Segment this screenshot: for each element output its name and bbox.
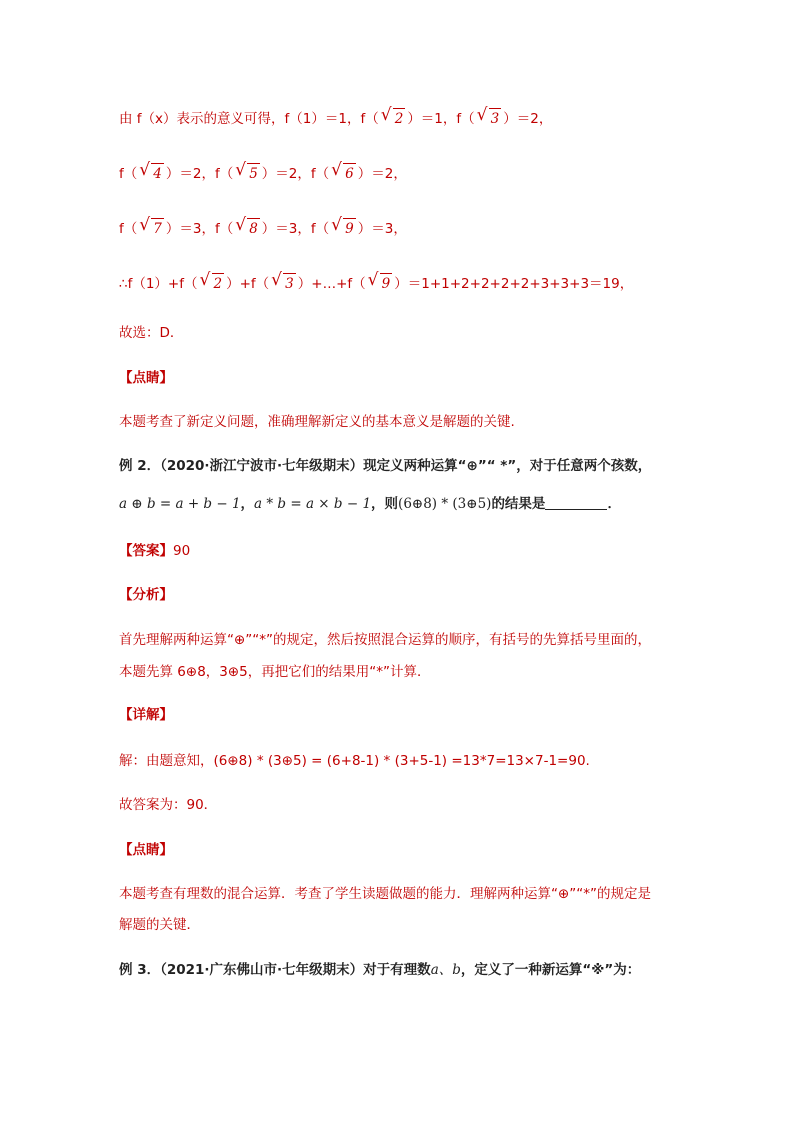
sqrt-9: √ 9 bbox=[331, 215, 354, 237]
sqrt-4: √ 4 bbox=[139, 160, 162, 182]
tag-analysis: 【分析】 bbox=[119, 587, 173, 603]
sqrt-3: √ 3 bbox=[476, 105, 500, 127]
sqrt-2b: √ 2 bbox=[199, 270, 223, 292]
line-f-values-3: f（ √ 7 ）＝3，f（ √ 8 ）＝3，f（ √ 9 ）＝3， bbox=[119, 215, 407, 237]
sqrt-6: √ 6 bbox=[331, 160, 354, 182]
example-3-title: 例 3．（2021·广东佛山市·七年级期末）对于有理数a、b，定义了一种新运算“※”为： bbox=[119, 962, 641, 978]
analysis-text-1: 首先理解两种运算“⊕”“*”的规定，然后按照混合运算的顺序，有括号的先算括号里面的， bbox=[119, 632, 652, 648]
sqrt-7: √ 7 bbox=[139, 215, 162, 237]
line-f-values-2: f（ √ 4 ）＝2，f（ √ 5 ）＝2，f（ √ 6 ）＝2， bbox=[119, 160, 407, 182]
sqrt-2: √ 2 bbox=[380, 105, 404, 127]
tag-answer: 【答案】 bbox=[119, 543, 173, 559]
answer-blank bbox=[545, 493, 607, 510]
dianjing-2-text-a: 本题考查有理数的混合运算．考查了学生读题做题的能力．理解两种运算“⊕”“*”的规定是 bbox=[119, 886, 652, 902]
tag-detail: 【详解】 bbox=[119, 707, 173, 723]
analysis-text-2: 本题先算 6⊕8，3⊕5，再把它们的结果用“*”计算． bbox=[119, 664, 431, 680]
detail-text-1: 解：由题意知，(6⊕8) * (3⊕5) = (6+8-1) * (3+5-1) =13*7=13×7-1=90. bbox=[119, 753, 590, 769]
sqrt-5: √ 5 bbox=[235, 160, 258, 182]
line-sum: ∴f（1）+f（ √ 2 ）+f（ √ 3 ）+…+f（ √ 9 ）＝1+1+2+2+2+2+3+3+3＝19， bbox=[119, 270, 634, 292]
tag-dianjing-2: 【点睛】 bbox=[119, 842, 173, 858]
detail-text-2: 故答案为：90． bbox=[119, 797, 218, 813]
example-2-title: 例 2．（2020·浙江宁波市·七年级期末）现定义两种运算“⊕”“ *”，对于任意两个孩数， bbox=[119, 458, 652, 474]
choice-line: 故选：D． bbox=[119, 325, 184, 341]
line-f-values-1: 由 f（x）表示的意义可得，f（1）＝1，f（ √ 2 ）＝1，f（ √ 3 ）＝2， bbox=[119, 105, 553, 127]
answer-value: 90 bbox=[173, 543, 191, 559]
example-2-formula: a ⊕ b = a + b − 1，a * b = a × b − 1，则(6⊕8) * (3⊕5)的结果是 ． bbox=[119, 493, 621, 514]
sqrt-3b: √ 3 bbox=[271, 270, 294, 292]
dianjing-1-text: 本题考查了新定义问题，准确理解新定义的基本意义是解题的关键. bbox=[119, 414, 515, 430]
sqrt-9b: √ 9 bbox=[367, 270, 391, 292]
dianjing-2-text-b: 解题的关键． bbox=[119, 917, 200, 933]
sqrt-8: √ 8 bbox=[235, 215, 258, 237]
tag-dianjing-1: 【点睛】 bbox=[119, 370, 173, 386]
answer-line bbox=[119, 541, 190, 561]
